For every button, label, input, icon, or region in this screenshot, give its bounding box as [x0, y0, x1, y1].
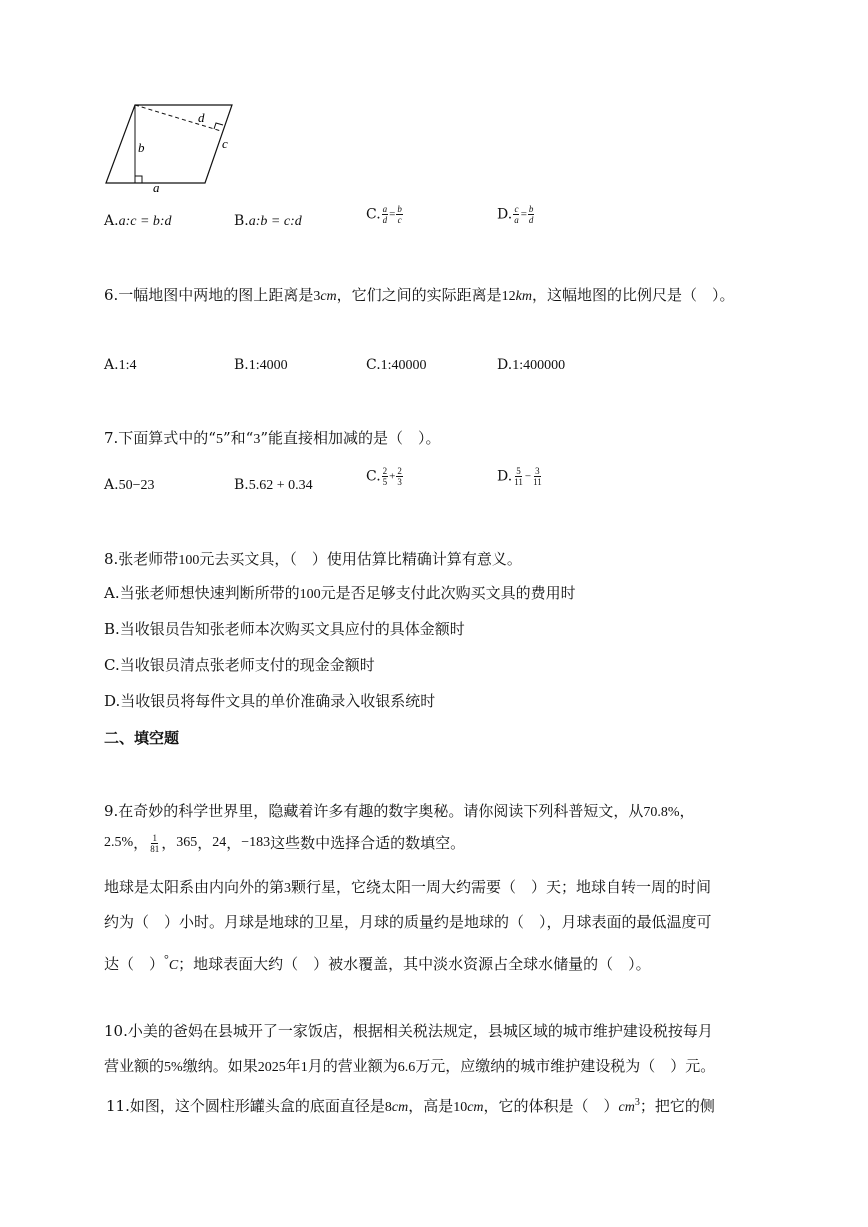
question-7: 7.下面算式中的“5”和“3”能直接相加减的是（ ）。	[104, 429, 441, 447]
height-d-line	[135, 105, 221, 131]
q8-option-a[interactable]: A.当张老师想快速判断所带的100元是否足够支付此次购买文具的费用时	[104, 584, 576, 602]
label-c: c	[222, 136, 228, 151]
question-9-line-1: 9.在奇妙的科学世界里，隐藏着许多有趣的数字奥秘。请你阅读下列科普短文，从70.8%，	[104, 802, 695, 820]
q6-option-c[interactable]: C.1:40000	[366, 357, 427, 373]
q6-option-b[interactable]: B.1:4000	[234, 357, 288, 373]
question-9-line-5: 达（ ）°C；地球表面大约（ ）被水覆盖，其中淡水资源占全球水储量的（ ）。	[104, 952, 651, 973]
fraction: $\frac{2}{5}$	[382, 466, 388, 487]
q5-option-c[interactable]: C. $\frac{a}{d}$ = $\frac{b}{c}$	[366, 204, 402, 225]
question-10-line-1: 10.小美的爸妈在县城开了一家饭店，根据相关税法规定，县城区域的城市维护建设税按每月	[104, 1022, 713, 1040]
right-angle-mark-side	[214, 123, 223, 129]
fraction: $\frac{b}{c}$	[397, 204, 402, 225]
q8-option-b[interactable]: B.当收银员告知张老师本次购买文具应付的具体金额时	[104, 620, 465, 638]
fraction: $\frac{c}{a}$	[514, 204, 519, 225]
question-8: 8.张老师带100元去买文具，（ ）使用估算比精确计算有意义。	[104, 550, 522, 568]
question-10-line-2: 营业额的5%缴纳。如果2025年1月的营业额为6.6万元，应缴纳的城市维护建设税为（ ）元。	[104, 1057, 716, 1075]
q5-option-b[interactable]: B.a:b = c:d	[234, 213, 302, 229]
q7-option-a[interactable]: A.50−23	[104, 477, 155, 493]
fraction: $\frac{b}{d}$	[528, 204, 534, 225]
question-6: 6.一幅地图中两地的图上距离是3cm，它们之间的实际距离是12km，这幅地图的比例尺是（ ）。	[104, 286, 735, 304]
section-heading: 二、填空题	[104, 729, 180, 747]
label-d: d	[198, 110, 205, 125]
q7-option-c[interactable]: C. $\frac{2}{5}$ + $\frac{2}{3}$	[366, 466, 402, 487]
question-9-line-4: 约为（ ）小时。月球是地球的卫星，月球的质量约是地球的（ ），月球表面的最低温度可	[104, 913, 712, 931]
fraction: $\frac{2}{3}$	[397, 466, 402, 487]
question-9-line-3: 地球是太阳系由内向外的第3颗行星，它绕太阳一周大约需要（ ）天；地球自转一周的时间	[104, 878, 712, 896]
label-a: a	[153, 180, 160, 195]
parallelogram-outline	[106, 105, 232, 183]
fraction: $\frac{3}{11}$	[533, 466, 542, 487]
fraction: $\frac{a}{d}$	[382, 204, 388, 225]
right-angle-mark-bottom	[135, 176, 142, 183]
q7-option-d[interactable]: D. $\frac{5}{11}$ − $\frac{3}{11}$	[497, 466, 542, 487]
question-9-line-2: 2.5%， $\frac{1}{81}$ ，365，24，−183这些数中选择合适的数填空。	[104, 832, 466, 854]
q5-option-d[interactable]: D. $\frac{c}{a}$ = $\frac{b}{d}$	[497, 204, 534, 225]
q6-option-d[interactable]: D.1:400000	[497, 357, 566, 373]
label-b: b	[138, 140, 145, 155]
parallelogram-figure	[95, 95, 245, 195]
fraction: $\frac{5}{11}$	[514, 466, 523, 487]
q5-option-a[interactable]: A.a:c = b:d	[104, 213, 172, 229]
q7-option-b[interactable]: B.5.62 + 0.34	[234, 477, 313, 493]
q8-option-d[interactable]: D.当收银员将每件文具的单价准确录入收银系统时	[104, 692, 436, 710]
question-11: 11.如图，这个圆柱形罐头盒的底面直径是8cm，高是10cm，它的体积是（ ）$cm^3$；把它的侧	[106, 1097, 715, 1115]
fraction: $\frac{1}{81}$	[150, 832, 160, 854]
q8-option-c[interactable]: C.当收银员清点张老师支付的现金金额时	[104, 656, 375, 674]
q6-option-a[interactable]: A.1:4	[104, 357, 137, 373]
